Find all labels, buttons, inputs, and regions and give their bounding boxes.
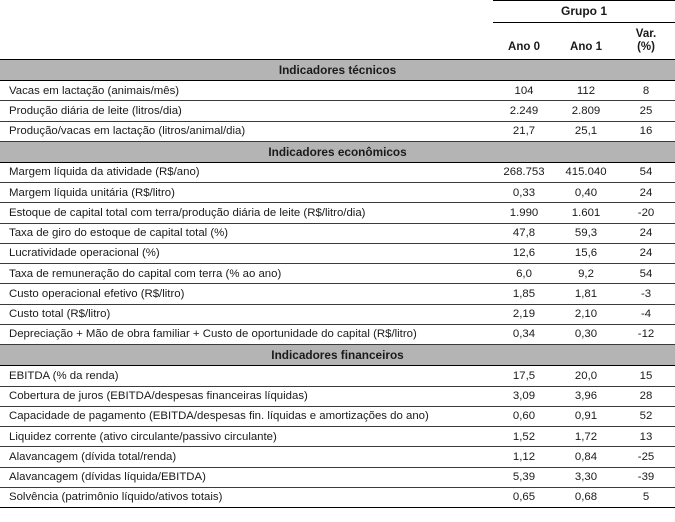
cell-var: 28 xyxy=(617,386,675,406)
table-row xyxy=(0,264,675,284)
row-label: Liquidez corrente (ativo circulante/passivo circulante) xyxy=(0,427,493,447)
row-label: EBITDA (% da renda) xyxy=(0,366,493,386)
cell-var: 5 xyxy=(617,487,675,507)
table-row xyxy=(0,366,675,386)
row-label: Depreciação + Mão de obra familiar + Custo de oportunidade do capital (R$/litro) xyxy=(0,324,493,344)
row-label: Estoque de capital total com terra/produção diária de leite (R$/litro/dia) xyxy=(0,203,493,223)
cell-ano0: 1,85 xyxy=(493,284,555,304)
group-header-label: Grupo 1 xyxy=(493,1,675,23)
column-header-var-line1: Var. xyxy=(635,27,657,40)
cell-ano0: 21,7 xyxy=(493,121,555,141)
row-label: Taxa de giro do estoque de capital total (%) xyxy=(0,223,493,243)
cell-ano0: 1,12 xyxy=(493,447,555,467)
cell-var: 15 xyxy=(617,366,675,386)
cell-ano0: 2,19 xyxy=(493,304,555,324)
cell-var: 24 xyxy=(617,223,675,243)
section-header-row xyxy=(0,141,675,162)
table-row xyxy=(0,406,675,426)
header-spacer-cell xyxy=(0,1,493,23)
row-label: Cobertura de juros (EBITDA/despesas financeiras líquidas) xyxy=(0,386,493,406)
cell-ano1: 0,40 xyxy=(555,183,617,203)
table-row xyxy=(0,467,675,487)
table-row xyxy=(0,162,675,182)
cell-ano0: 268.753 xyxy=(493,162,555,182)
cell-ano1: 0,91 xyxy=(555,406,617,426)
cell-ano0: 2.249 xyxy=(493,101,555,121)
row-label: Margem líquida da atividade (R$/ano) xyxy=(0,162,493,182)
table-body xyxy=(0,59,675,507)
table-row xyxy=(0,203,675,223)
cell-ano1: 59,3 xyxy=(555,223,617,243)
table-row xyxy=(0,223,675,243)
cell-ano1: 0,84 xyxy=(555,447,617,467)
cell-var: 52 xyxy=(617,406,675,426)
cell-ano0: 3,09 xyxy=(493,386,555,406)
cell-ano1: 2,10 xyxy=(555,304,617,324)
row-label: Produção/vacas em lactação (litros/animal/dia) xyxy=(0,121,493,141)
cell-var: 24 xyxy=(617,243,675,263)
row-label: Produção diária de leite (litros/dia) xyxy=(0,101,493,121)
section-header-label: Indicadores técnicos xyxy=(0,59,675,80)
row-label: Alavancagem (dívidas líquida/EBITDA) xyxy=(0,467,493,487)
cell-var: 24 xyxy=(617,183,675,203)
section-header-label: Indicadores econômicos xyxy=(0,141,675,162)
section-header-row xyxy=(0,59,675,80)
cell-ano0: 0,33 xyxy=(493,183,555,203)
cell-ano1: 20,0 xyxy=(555,366,617,386)
table-row xyxy=(0,427,675,447)
table-row xyxy=(0,243,675,263)
table-row xyxy=(0,447,675,467)
row-label: Capacidade de pagamento (EBITDA/despesas fin. líquidas e amortizações do ano) xyxy=(0,406,493,426)
cell-ano1: 0,68 xyxy=(555,487,617,507)
table-row xyxy=(0,304,675,324)
table-header xyxy=(0,1,675,60)
cell-ano0: 5,39 xyxy=(493,467,555,487)
cell-ano1: 3,96 xyxy=(555,386,617,406)
row-label: Custo operacional efetivo (R$/litro) xyxy=(0,284,493,304)
cell-ano1: 3,30 xyxy=(555,467,617,487)
row-label: Alavancagem (dívida total/renda) xyxy=(0,447,493,467)
table-row xyxy=(0,101,675,121)
cell-ano0: 1.990 xyxy=(493,203,555,223)
cell-ano0: 104 xyxy=(493,81,555,101)
cell-var: 13 xyxy=(617,427,675,447)
cell-var: 8 xyxy=(617,81,675,101)
cell-ano1: 415.040 xyxy=(555,162,617,182)
table-row xyxy=(0,121,675,141)
cell-ano0: 12,6 xyxy=(493,243,555,263)
column-header-ano1: Ano 1 xyxy=(555,22,617,59)
cell-ano1: 9,2 xyxy=(555,264,617,284)
cell-ano1: 1.601 xyxy=(555,203,617,223)
table-row xyxy=(0,284,675,304)
cell-var: 25 xyxy=(617,101,675,121)
cell-ano0: 1,52 xyxy=(493,427,555,447)
column-header-var-line2: (%) xyxy=(637,41,655,54)
column-header-var xyxy=(617,22,675,59)
cell-var: -3 xyxy=(617,284,675,304)
cell-var: -12 xyxy=(617,324,675,344)
cell-var: 16 xyxy=(617,121,675,141)
cell-ano1: 1,81 xyxy=(555,284,617,304)
cell-var: 54 xyxy=(617,264,675,284)
cell-var: 54 xyxy=(617,162,675,182)
cell-ano0: 6,0 xyxy=(493,264,555,284)
group-header-row xyxy=(0,1,675,23)
row-label: Lucratividade operacional (%) xyxy=(0,243,493,263)
row-label: Solvência (patrimônio líquido/ativos totais) xyxy=(0,487,493,507)
cell-ano0: 47,8 xyxy=(493,223,555,243)
row-label: Vacas em lactação (animais/mês) xyxy=(0,81,493,101)
cell-ano0: 0,34 xyxy=(493,324,555,344)
cell-ano1: 1,72 xyxy=(555,427,617,447)
row-label: Taxa de remuneração do capital com terra (% ao ano) xyxy=(0,264,493,284)
table-row xyxy=(0,386,675,406)
table-row xyxy=(0,183,675,203)
cell-var: -20 xyxy=(617,203,675,223)
cell-ano0: 0,60 xyxy=(493,406,555,426)
cell-var: -4 xyxy=(617,304,675,324)
row-label: Custo total (R$/litro) xyxy=(0,304,493,324)
column-header-ano0: Ano 0 xyxy=(493,22,555,59)
cell-ano1: 2.809 xyxy=(555,101,617,121)
table-row xyxy=(0,487,675,507)
cell-ano1: 15,6 xyxy=(555,243,617,263)
cell-ano0: 0,65 xyxy=(493,487,555,507)
cell-ano1: 0,30 xyxy=(555,324,617,344)
table-row xyxy=(0,81,675,101)
section-header-row xyxy=(0,345,675,366)
column-header-row xyxy=(0,22,675,59)
cell-var: -25 xyxy=(617,447,675,467)
table-row xyxy=(0,324,675,344)
cell-var: -39 xyxy=(617,467,675,487)
section-header-label: Indicadores financeiros xyxy=(0,345,675,366)
cell-ano1: 25,1 xyxy=(555,121,617,141)
row-label: Margem líquida unitária (R$/litro) xyxy=(0,183,493,203)
cell-ano1: 112 xyxy=(555,81,617,101)
cell-ano0: 17,5 xyxy=(493,366,555,386)
label-column-header xyxy=(0,22,493,59)
